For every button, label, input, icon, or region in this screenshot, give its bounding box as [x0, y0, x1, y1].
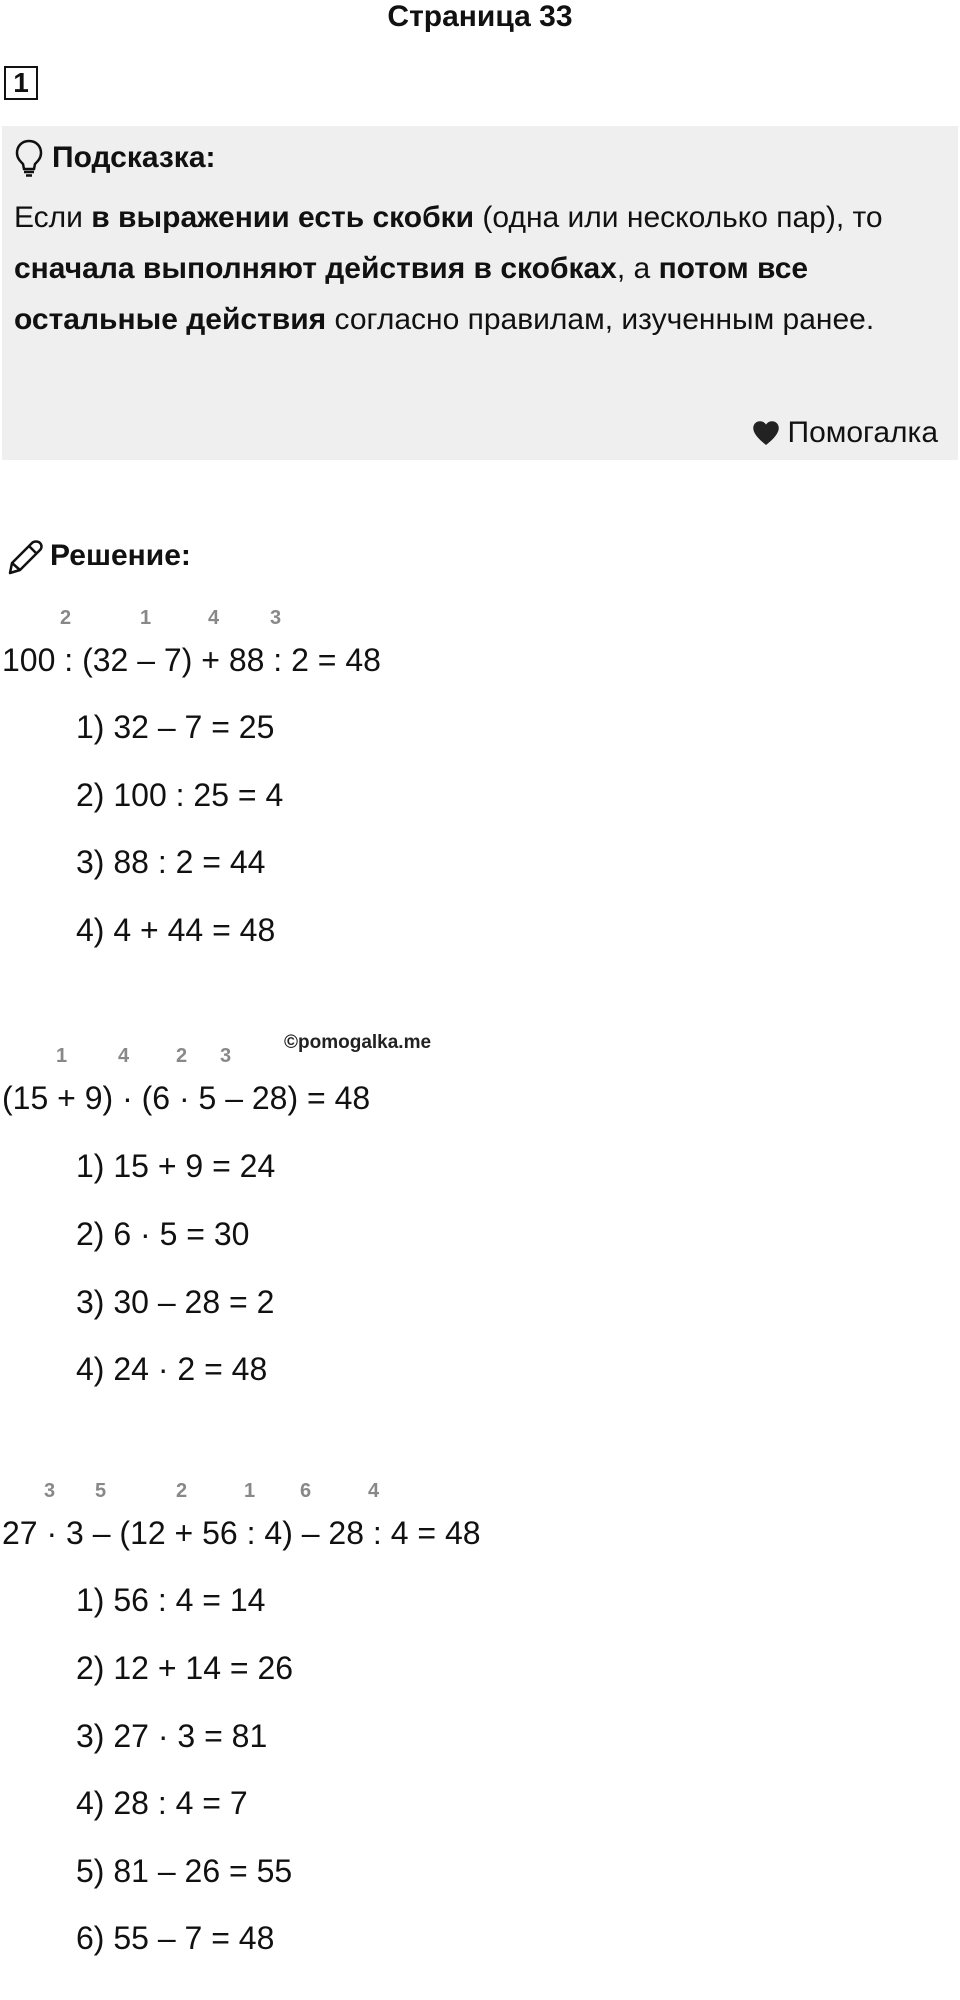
order-number: 3 [44, 1480, 56, 1502]
order-number: 5 [95, 1480, 107, 1502]
solution-step: 2) 100 : 25 = 4 [76, 777, 284, 813]
solution-step: 2) 12 + 14 = 26 [76, 1650, 294, 1686]
order-number: 4 [118, 1045, 130, 1067]
hint-text-bold: в выражении есть скобки [91, 201, 475, 234]
hint-title: Подсказка: [52, 141, 216, 174]
order-number: 1 [244, 1480, 256, 1502]
hint-box [2, 126, 958, 460]
order-number: 6 [300, 1480, 312, 1502]
hint-text-segment: Если [14, 201, 92, 234]
solution-step: 1) 56 : 4 = 14 [76, 1582, 266, 1618]
order-numbers [0, 1045, 700, 1069]
heart-icon [752, 420, 780, 446]
solution-step: 3) 88 : 2 = 44 [76, 844, 266, 880]
order-number: 1 [56, 1045, 68, 1067]
hint-text-bold: потом все остальные действия [14, 252, 809, 336]
hint-text-segment: , а [616, 252, 659, 285]
order-number: 2 [176, 1045, 188, 1067]
expression: 100 : (32 – 7) + 88 : 2 = 48 [2, 642, 381, 678]
hint-footer-label: Помогалка [787, 416, 938, 449]
solution-step: 4) 24 · 2 = 48 [76, 1351, 268, 1387]
hint-text-segment: согласно правилам, изученным ранее. [326, 303, 875, 336]
task-number: 1 [4, 66, 38, 100]
lightbulb-icon [14, 138, 44, 178]
hint-text-bold: сначала выполняют действия в скобках [14, 252, 617, 285]
solution-step: 6) 55 – 7 = 48 [76, 1920, 275, 1956]
order-numbers [0, 1480, 700, 1504]
solution-step: 1) 32 – 7 = 25 [76, 709, 275, 745]
expression: 27 · 3 – (12 + 56 : 4) – 28 : 4 = 48 [2, 1515, 481, 1551]
expression: (15 + 9) · (6 · 5 – 28) = 48 [2, 1080, 371, 1116]
solution-step: 5) 81 – 26 = 55 [76, 1853, 293, 1889]
order-number: 1 [140, 607, 152, 629]
hint-footer [752, 416, 939, 450]
hint-text [14, 192, 946, 345]
order-number: 4 [208, 607, 220, 629]
order-number: 4 [368, 1480, 380, 1502]
watermark: ©pomogalka.me [284, 1032, 432, 1053]
solution-title: Решение: [50, 539, 191, 572]
solution-step: 3) 27 · 3 = 81 [76, 1718, 268, 1754]
solution-step: 1) 15 + 9 = 24 [76, 1148, 276, 1184]
solution-step: 3) 30 – 28 = 2 [76, 1284, 275, 1320]
order-number: 3 [220, 1045, 232, 1067]
hint-text-segment: (одна или несколько пар), то [474, 201, 883, 234]
pencil-icon [6, 537, 44, 575]
order-numbers [0, 607, 700, 631]
solution-step: 2) 6 · 5 = 30 [76, 1216, 250, 1252]
order-number: 2 [60, 607, 72, 629]
solution-step: 4) 28 : 4 = 7 [76, 1785, 248, 1821]
order-number: 2 [176, 1480, 188, 1502]
order-number: 3 [270, 607, 282, 629]
solution-step: 4) 4 + 44 = 48 [76, 912, 276, 948]
hint-header [14, 136, 946, 180]
page-title: Страница 33 [387, 0, 573, 33]
solution-header [6, 534, 191, 578]
